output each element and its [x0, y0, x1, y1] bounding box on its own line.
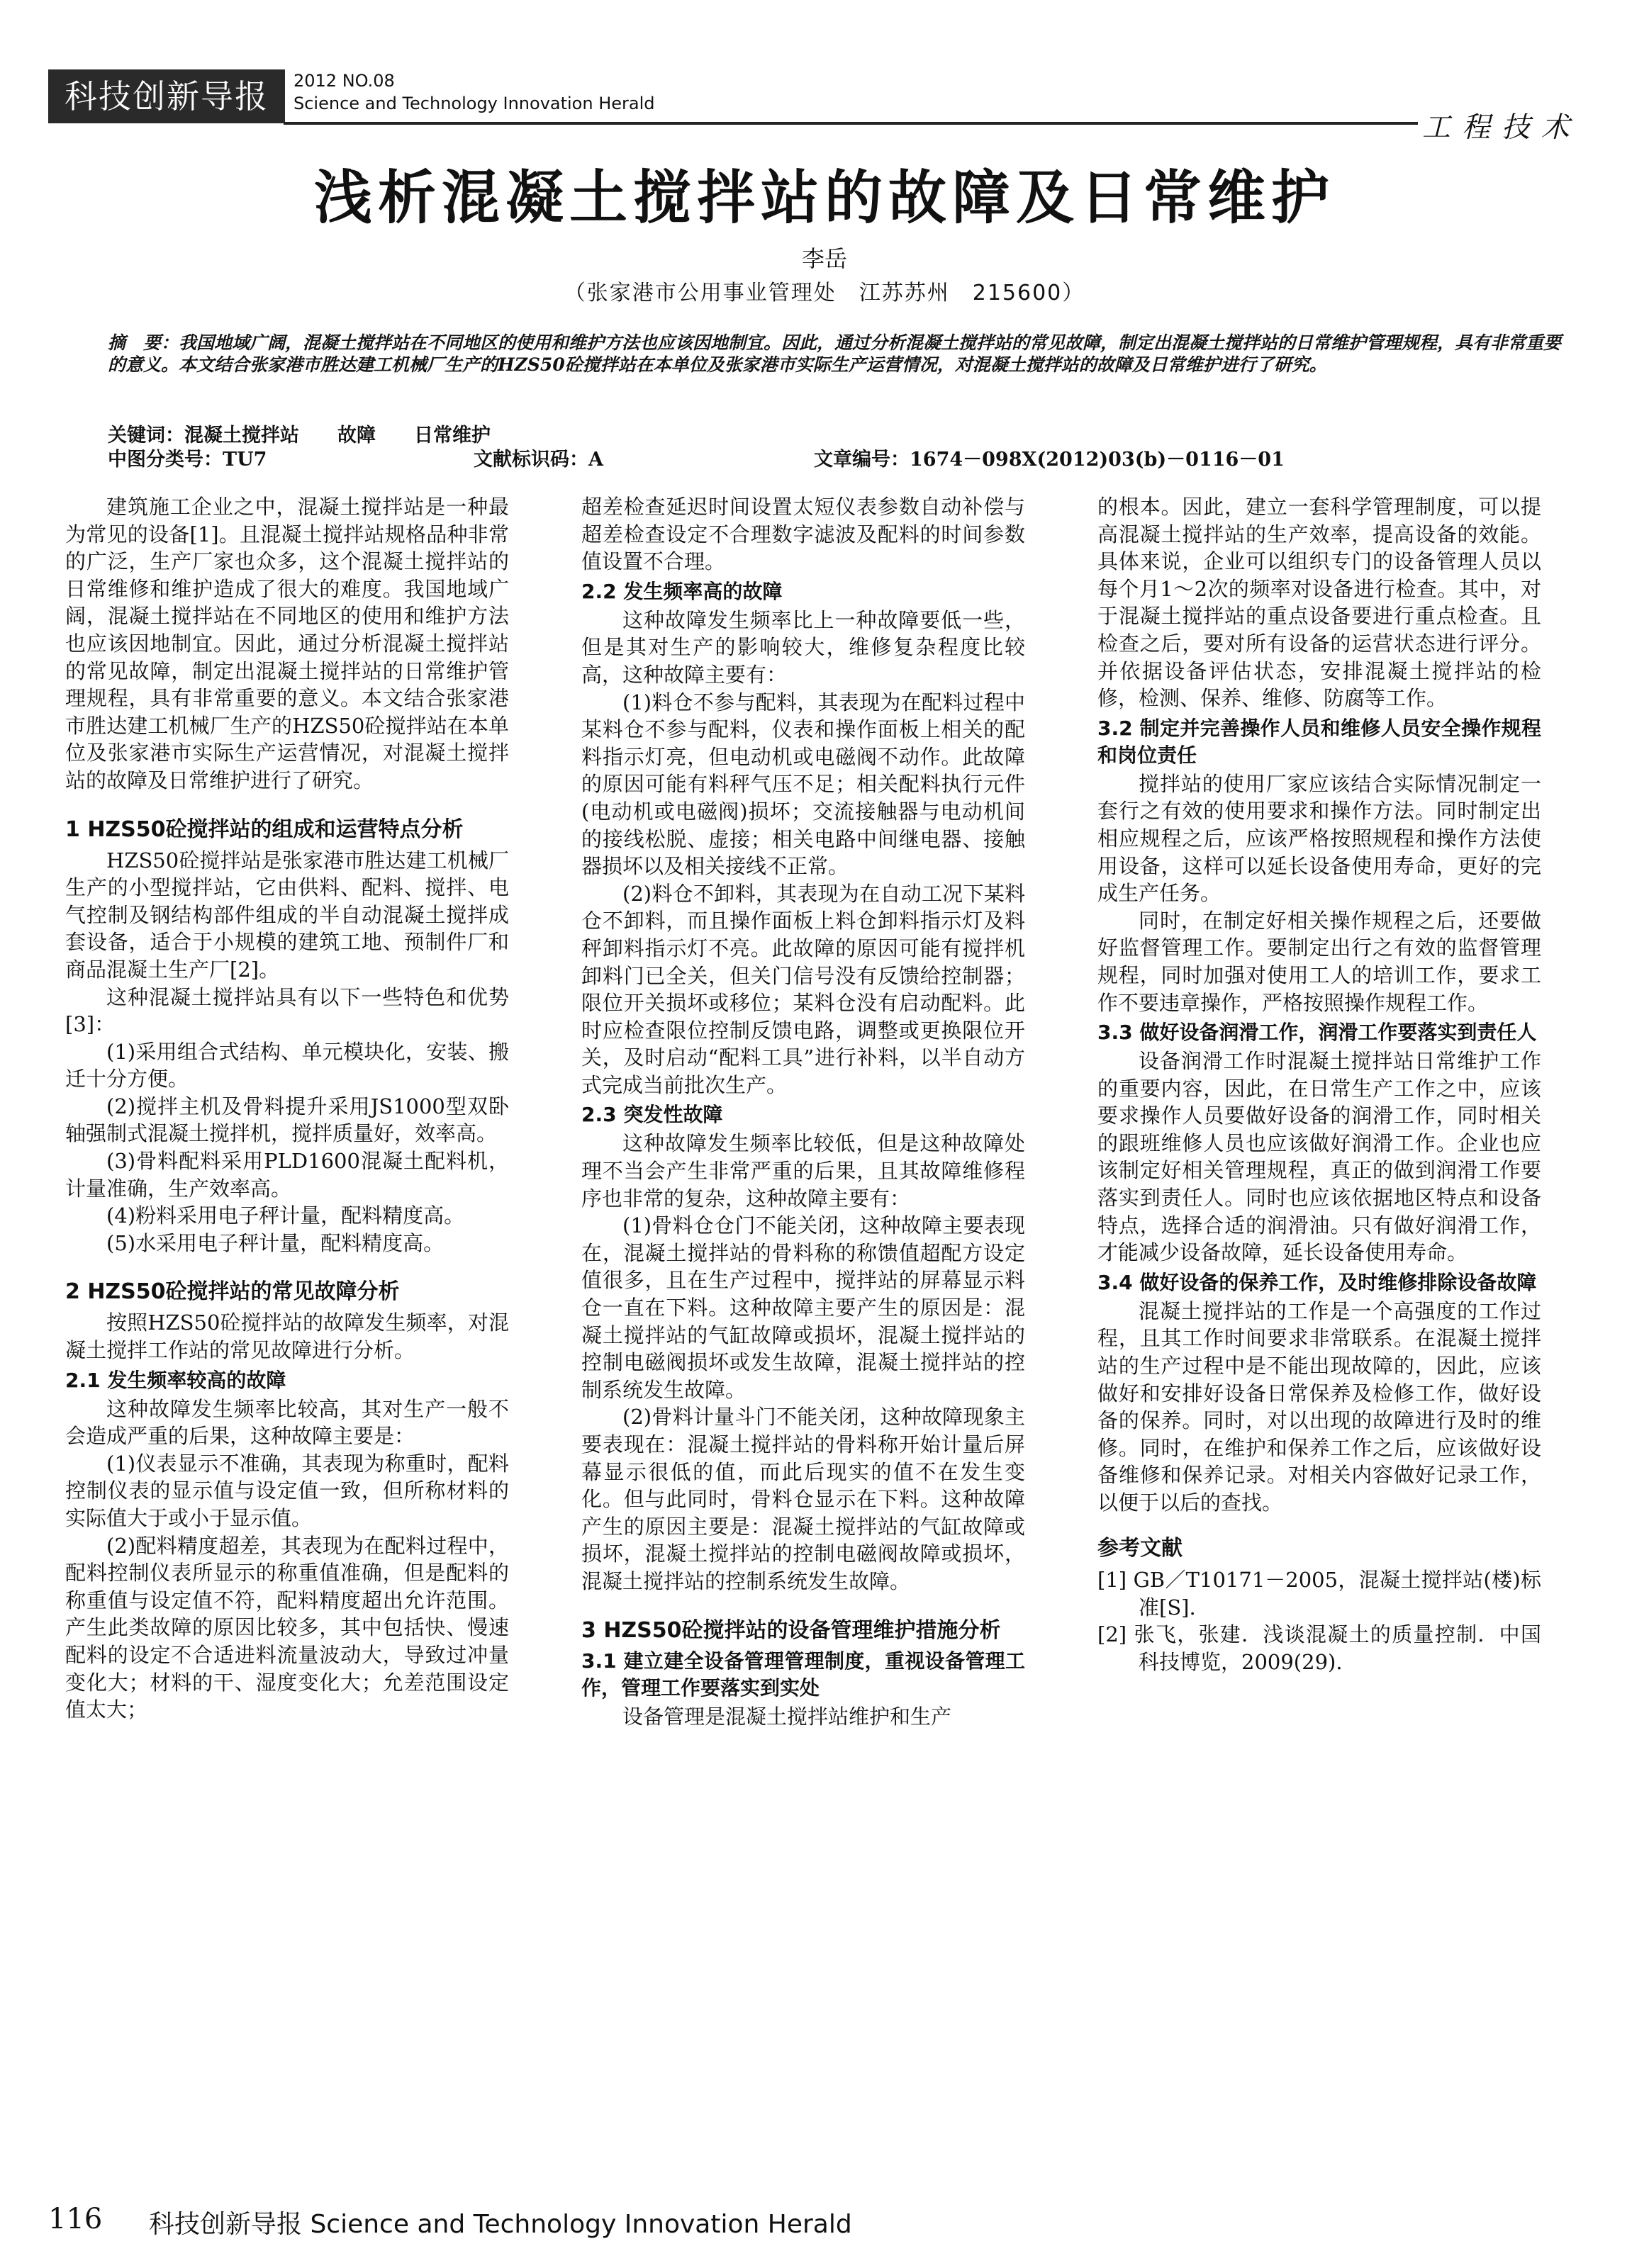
section-heading: 1 HZS50砼搅拌站的组成和运营特点分析 — [65, 816, 464, 842]
paragraph: 这种故障发生频率比较高，其对生产一般不会造成严重的后果，这种故障主要是： — [65, 1396, 509, 1449]
subsection-heading: 3.1 建立建全设备管理管理制度，重视设备管理工作，管理工作要落实到实处 — [581, 1649, 1025, 1700]
paragraph: 这种故障发生频率比上一种故障要低一些，但是其对生产的影响较大，维修复杂程度比较高，这种故障主要有： — [581, 607, 1025, 687]
list-item: (5)水采用电子秤计量，配料精度高。 — [106, 1230, 445, 1255]
section-heading: 3 HZS50砼搅拌站的设备管理维护措施分析 — [581, 1617, 1001, 1643]
subsection-heading: 2.1 发生频率较高的故障 — [65, 1368, 286, 1392]
paragraph: 超差检查延迟时间设置太短仪表参数自动补偿与超差检查设定不合理数字滤波及配料的时间参数值设置不合理。 — [581, 495, 1025, 574]
list-item: (2)骨料计量斗门不能关闭，这种故障现象主要表现在：混凝土搅拌站的骨料称开始计量后屏幕显示很低的值，而此后现实的值不在发生变化。但与此同时，骨料仓显示在下料。这种故障产生的原因主要是：混凝土搅拌站的气缸故障或损坏，混凝土搅拌站的控制电磁阀故障或损坏，混凝土搅拌站的控制系统发生故障。 — [581, 1405, 1025, 1593]
subsection-heading: 3.3 做好设备润滑工作，润滑工作要落实到责任人 — [1097, 1021, 1537, 1045]
subsection-heading: 2.3 突发性故障 — [581, 1103, 723, 1127]
list-item: (2)配料精度超差，其表现为在配料过程中，配料控制仪表所显示的称重值准确，但是配料的称重值与设定值不符，配料精度超出允许范围。产生此类故障的原因比较多，其中包括快、慢速配料的设定不合适进料流量波动大，导致过冲量变化大；材料的干、湿度变化大；允差范围设定值太大； — [65, 1533, 509, 1722]
reference-item: [1] GB／T10171－2005，混凝土搅拌站(楼)标准[S]. — [1097, 1568, 1541, 1619]
paragraph: 设备管理是混凝土搅拌站维护和生产 — [622, 1704, 952, 1729]
list-item: (1)仪表显示不准确，其表现为称重时，配料控制仪表的显示值与设定值一致，但所称材料的实际值大于或小于显示值。 — [65, 1451, 509, 1530]
column-2 — [581, 493, 1025, 1730]
article-number: 文章编号：1674－098X(2012)03(b)－0116－01 — [814, 449, 1285, 471]
paragraph: 设备润滑工作时混凝土搅拌站日常维护工作的重要内容，因此，在日常生产工作之中，应该要求操作人员要做好设备的润滑工作，同时相关的跟班维修人员也应该做好润滑工作。企业也应该制定好相关管理规程，真正的做到润滑工作要落实到责任人。同时也应该依据地区特点和设备特点，选择合适的润滑油。只有做好润滑工作，才能减少设备故障，延长设备使用寿命。 — [1097, 1049, 1541, 1265]
list-item: (1)料仓不参与配料，其表现为在配料过程中某料仓不参与配料，仪表和操作面板上相关的配料指示灯亮，但电动机或电磁阀不动作。此故障的原因可能有料秤气压不足；相关配料执行元件(电动机或电磁阀)损坏；交流接触器与电动机间的接线松脱、虚接；相关电路中间继电器、接触器损坏以及相关接线不正常。 — [581, 690, 1025, 879]
list-item: (3)骨料配料采用PLD1600混凝土配料机，计量准确，生产效率高。 — [65, 1149, 509, 1201]
paragraph: 同时，在制定好相关操作规程之后，还要做好监督管理工作。要制定出行之有效的监督管理规程，同时加强对使用工人的培训工作，要求工作不要违章操作，严格按照操作规程工作。 — [1097, 908, 1541, 1015]
paragraph: 按照HZS50砼搅拌站的故障发生频率，对混凝土搅拌工作站的常见故障进行分析。 — [65, 1310, 509, 1363]
subsection-heading: 3.2 制定并完善操作人员和维修人员安全操作规程和岗位责任 — [1097, 716, 1541, 767]
subsection-heading: 2.2 发生频率高的故障 — [581, 579, 783, 603]
document-code: 文献标识码：A — [474, 449, 603, 471]
paragraph: 这种混凝土搅拌站具有以下一些特色和优势[3]： — [65, 984, 509, 1037]
list-item: (4)粉料采用电子秤计量，配料精度高。 — [106, 1203, 465, 1228]
issue-number: 2012 NO.08 — [294, 71, 395, 91]
journal-english-name: Science and Technology Innovation Herald — [294, 94, 655, 113]
column-3 — [1097, 493, 1541, 1676]
affiliation: （张家港市公用事业管理处 江苏苏州 215600） — [564, 281, 1085, 305]
list-item: (2)搅拌主机及骨料提升采用JS1000型双卧轴强制式混凝土搅拌机，搅拌质量好，效率高。 — [65, 1094, 509, 1146]
column-1 — [65, 493, 509, 1724]
journal-logo: 科技创新导报 — [48, 69, 285, 123]
references-heading: 参考文献 — [1097, 1535, 1183, 1561]
list-item: (1)骨料仓仓门不能关闭，这种故障主要表现在，混凝土搅拌站的骨料称的称馈值超配方设定值很多，且在生产过程中，搅拌站的屏幕显示料仓一直在下料。这种故障主要产生的原因是：混凝土搅拌站的气缸故障或损坏，混凝土搅拌站的控制电磁阀损坏或发生故障，混凝土搅拌站的控制系统发生故障。 — [581, 1213, 1025, 1402]
keywords: 关键词：混凝土搅拌站 故障 日常维护 — [108, 425, 491, 447]
header-rule — [284, 122, 1418, 125]
paragraph: 混凝土搅拌站的工作是一个高强度的工作过程，且其工作时间要求非常联系。在混凝土搅拌站的生产过程中是不能出现故障的，因此，应该做好和安排好设备日常保养及检修工作，做好设备的保养。同时，对以出现的故障进行及时的维修。同时，在维护和保养工作之后，应该做好设备维修和保养记录。对相关内容做好记录工作，以便于以后的查找。 — [1097, 1298, 1541, 1515]
section-label: 工程技术 — [1422, 111, 1581, 144]
list-item: (1)采用组合式结构、单元模块化，安装、搬迁十分方便。 — [65, 1039, 509, 1091]
subsection-heading: 3.4 做好设备的保养工作，及时维修排除设备故障 — [1097, 1270, 1537, 1294]
paragraph: 搅拌站的使用厂家应该结合实际情况制定一套行之有效的使用要求和操作方法。同时制定出相应规程之后，应该严格按照规程和操作方法使用设备，这样可以延长设备使用寿命，更好的完成生产任务。 — [1097, 771, 1541, 906]
paragraph: 这种故障发生频率比较低，但是这种故障处理不当会产生非常严重的后果，且其故障维修程序也非常的复杂，这种故障主要有： — [581, 1131, 1025, 1211]
section-heading: 2 HZS50砼搅拌站的常见故障分析 — [65, 1279, 400, 1305]
reference-item: [2] 张飞，张建．浅谈混凝土的质量控制．中国科技博览，2009(29). — [1097, 1622, 1541, 1674]
article-title: 浅析混凝土搅拌站的故障及日常维护 — [313, 164, 1335, 232]
paragraph: HZS50砼搅拌站是张家港市胜达建工机械厂生产的小型搅拌站，它由供料、配料、搅拌、电气控制及钢结构部件组成的半自动混凝土搅拌成套设备，适合于小规模的建筑工地、预制件厂和商品混凝土生产厂[2]。 — [65, 848, 509, 982]
paragraph: 建筑施工企业之中，混凝土搅拌站是一种最为常见的设备[1]。且混凝土搅拌站规格品种非常的广泛，生产厂家也众多，这个混凝土搅拌站的日常维修和维护造成了很大的难度。我国地域广阔，混凝土搅拌站在不同地区的使用和维护方法也应该因地制宜。因此，通过分析混凝土搅拌站的常见故障，制定出混凝土搅拌站的日常维护管理规程，具有非常重要的意义。本文结合张家港市胜达建工机械厂生产的HZS50砼搅拌站在本单位及张家港市实际生产运营情况，对混凝土搅拌站的故障及日常维护进行了研究。 — [65, 495, 509, 792]
clc-number: 中图分类号：TU7 — [108, 449, 267, 471]
author: 李岳 — [801, 245, 847, 272]
page-number: 116 — [48, 2203, 103, 2235]
footer-journal-name: 科技创新导报 Science and Technology Innovation Herald — [149, 2210, 852, 2239]
abstract: 摘 要：我国地域广阔，混凝土搅拌站在不同地区的使用和维护方法也应该因地制宜。因此，通过分析混凝土搅拌站的常见故障，制定出混凝土搅拌站的日常维护管理规程，具有非常重要的意义。本文结合张家港市胜达建工机械厂生产的HZS50砼搅拌站在本单位及张家港市实际生产运营情况，对混凝土搅拌站的故障及日常维护进行了研究。 — [108, 332, 1562, 375]
list-item: (2)料仓不卸料，其表现为在自动工况下某料仓不卸料，而且操作面板上料仓卸料指示灯及料秤卸料指示灯不亮。此故障的原因可能有搅拌机卸料门已全关，但关门信号没有反馈给控制器；限位开关损坏或移位；某料仓没有启动配料。此时应检查限位控制反馈电路，调整或更换限位开关，及时启动“配料工具”进行补料，以半自动方式完成当前批次生产。 — [581, 881, 1025, 1097]
paragraph: 的根本。因此，建立一套科学管理制度，可以提高混凝土搅拌站的生产效率，提高设备的效能。具体来说，企业可以组织专门的设备管理人员以每个月1～2次的频率对设备进行检查。其中，对于混凝土搅拌站的重点设备要进行重点检查。且检查之后，要对所有设备的运营状态进行评分。并依据设备评估状态，安排混凝土搅拌站的检修，检测、保养、维修、防腐等工作。 — [1097, 495, 1541, 711]
